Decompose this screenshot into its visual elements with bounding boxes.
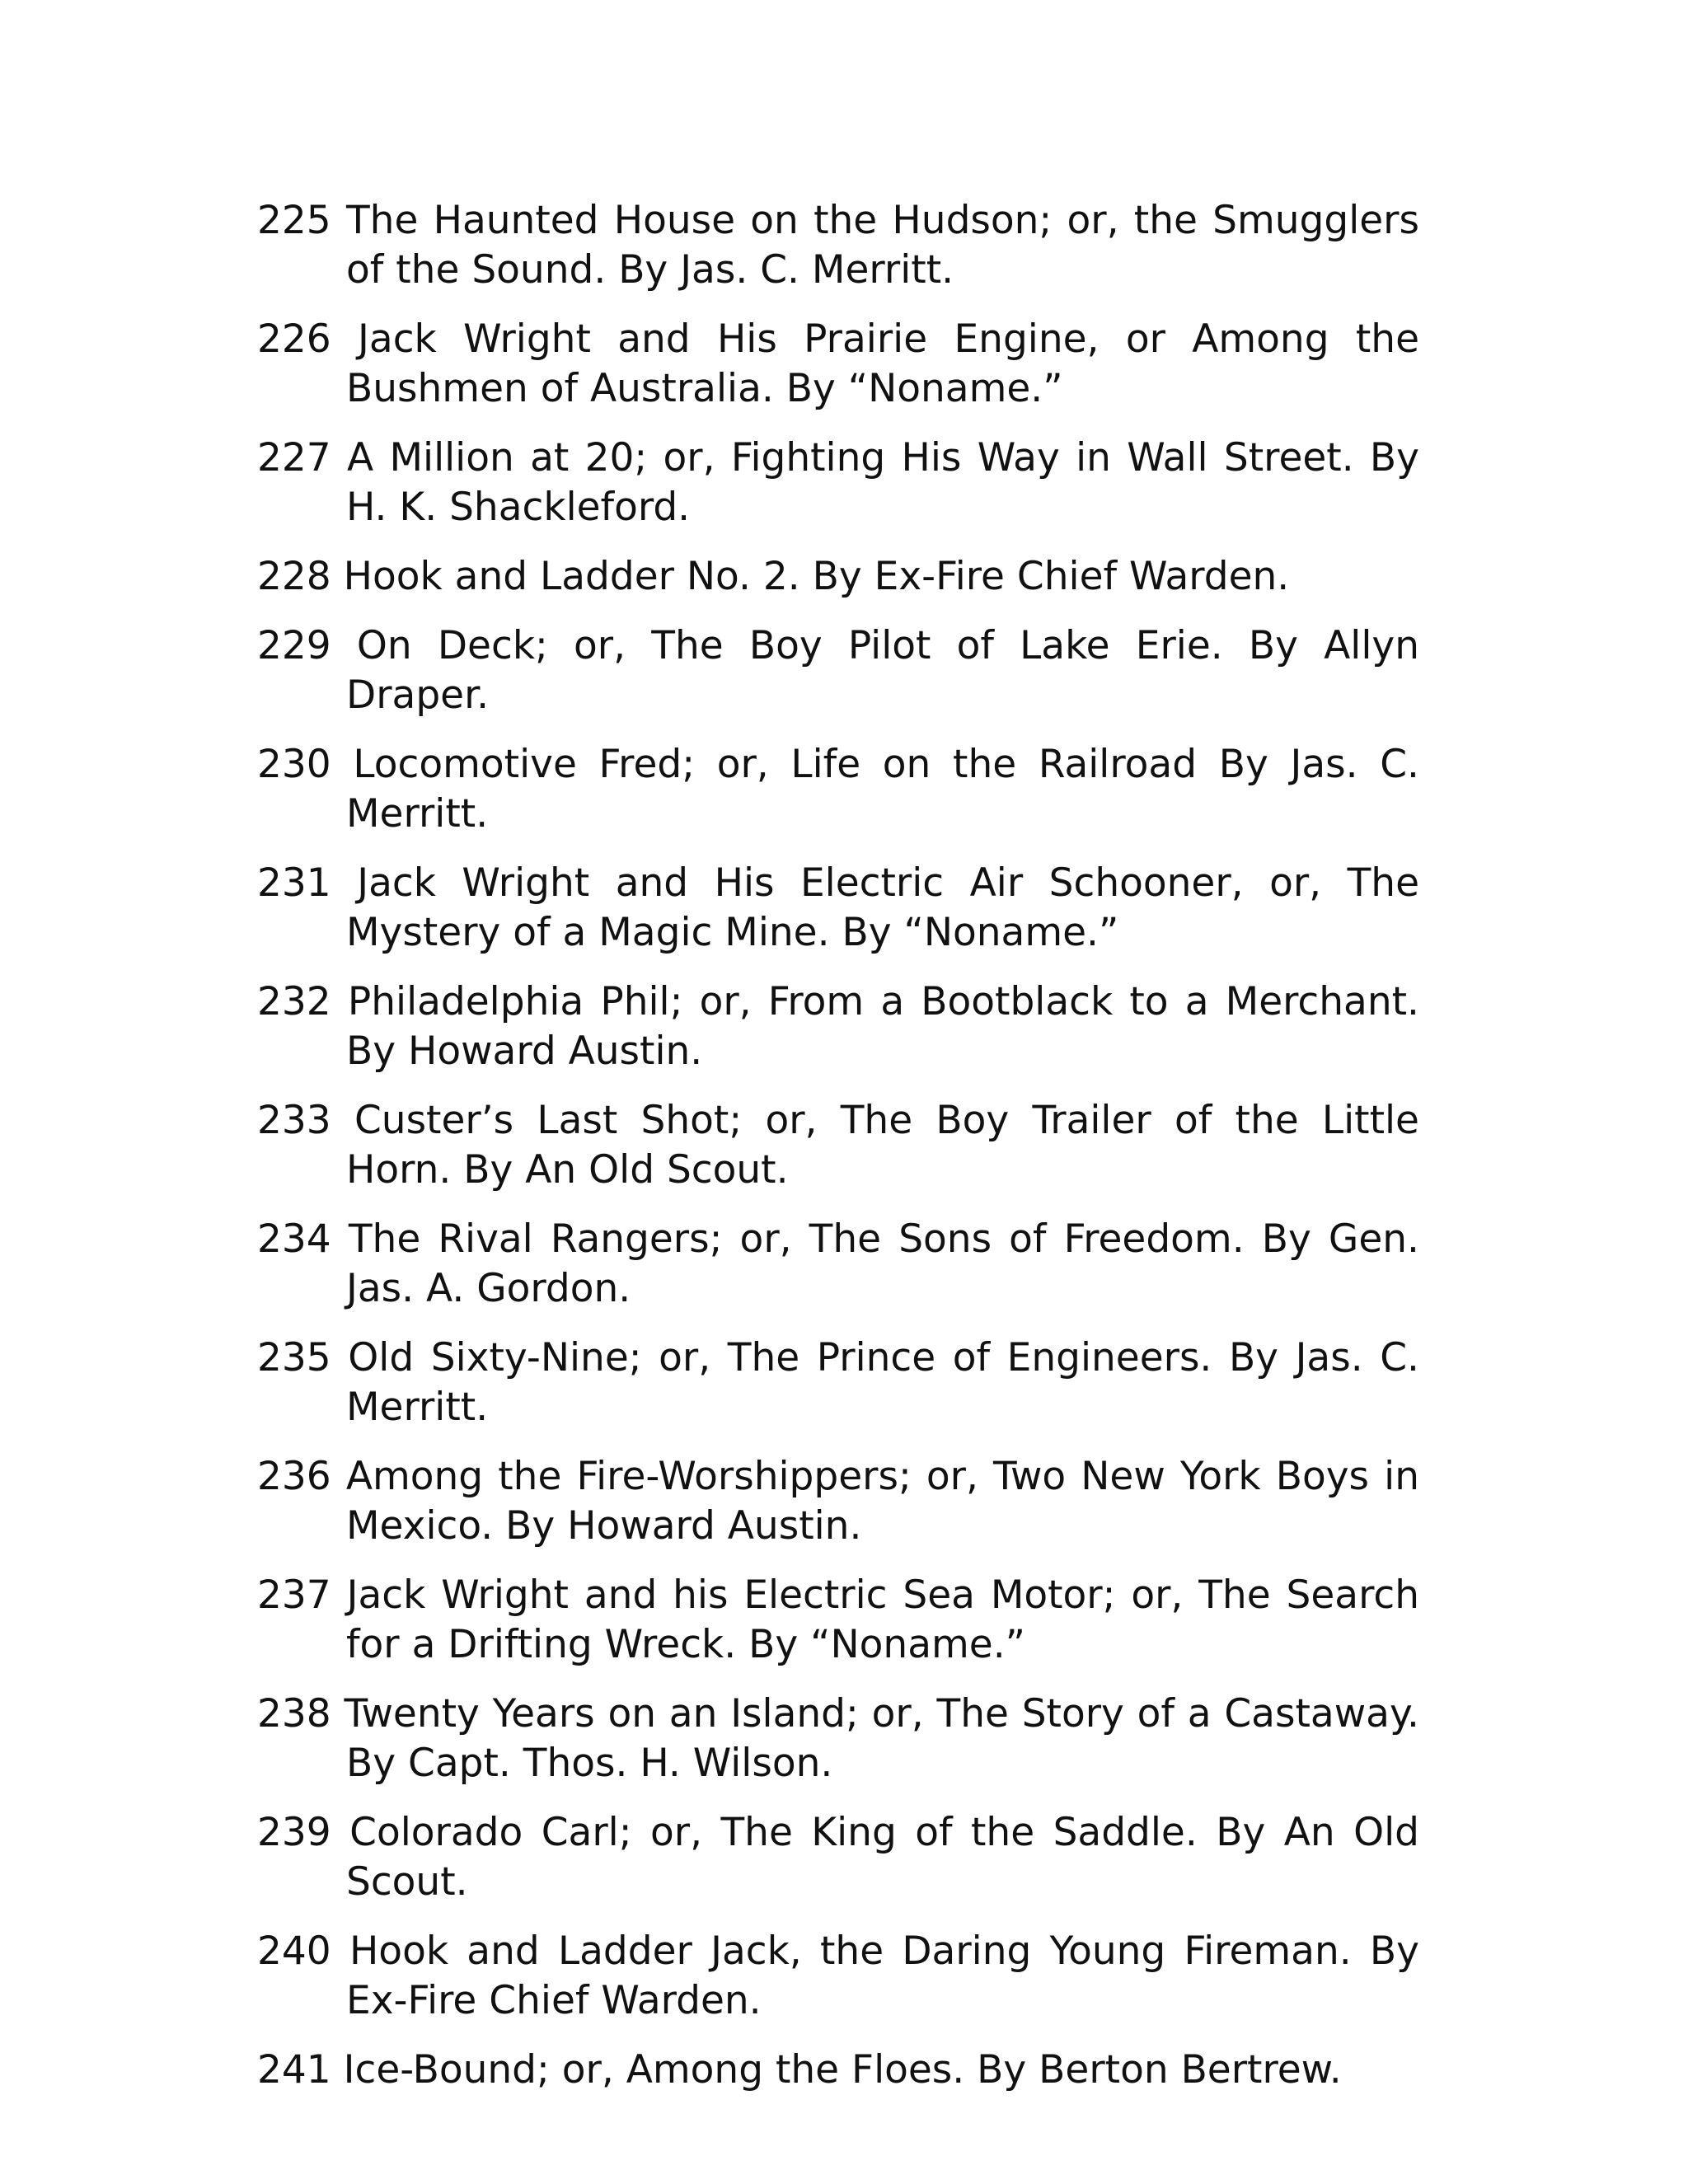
catalog-entry [257,1808,1419,1907]
entry-number: 237 [257,1572,331,1618]
entry-text: Twenty Years on an Island; or, The Story of a Castaway. By Capt. Thos. H. Wilson. [344,1691,1419,1786]
entry-number: 236 [257,1454,331,1499]
entry-number: 235 [257,1335,331,1380]
entry-text: Locomotive Fred; or, Life on the Railroad By Jas. C. Merritt. [346,742,1419,837]
entry-number: 225 [257,198,331,243]
entry-text: Philadelphia Phil; or, From a Bootblack to a Merchant. By Howard Austin. [346,979,1419,1074]
entry-text: Jack Wright and His Prairie Engine, or Among the Bushmen of Australia. By “Noname.” [346,316,1419,411]
entry-number: 228 [257,554,331,599]
entry-text: Colorado Carl; or, The King of the Saddle. By An Old Scout. [346,1810,1419,1905]
entry-text: Old Sixty-Nine; or, The Prince of Engineers. By Jas. C. Merritt. [346,1335,1419,1430]
entry-number: 240 [257,1929,331,1974]
catalog-entry [257,621,1419,720]
entry-number: 233 [257,1098,331,1143]
catalog-entry [257,977,1419,1076]
catalog-entry [257,434,1419,532]
entry-number: 230 [257,742,331,787]
catalog-entry [257,1452,1419,1551]
catalog-entry [257,1096,1419,1195]
catalog-entry [257,1333,1419,1432]
entry-number: 226 [257,316,331,362]
entry-text: Among the Fire-Worshippers; or, Two New York Boys in Mexico. By Howard Austin. [345,1454,1419,1549]
entry-number: 229 [257,623,331,668]
catalog-entry [257,1215,1419,1314]
catalog-entry [257,552,1419,602]
entry-number: 241 [257,2047,331,2093]
catalog-entry [257,1571,1419,1670]
entry-text: Hook and Ladder Jack, the Daring Young Fireman. By Ex-Fire Chief Warden. [346,1929,1419,2023]
entry-text: Ice-Bound; or, Among the Floes. By Berton Bertrew. [343,2047,1342,2093]
catalog-entry [257,2046,1419,2095]
entry-text: Hook and Ladder No. 2. By Ex-Fire Chief Warden. [343,554,1290,599]
entry-text: A Million at 20; or, Fighting His Way in Wall Street. By H. K. Shackleford. [346,435,1419,530]
entry-text: Jack Wright and his Electric Sea Motor; or, The Search for a Drifting Wreck. By “Noname.” [346,1572,1419,1667]
entry-number: 234 [257,1216,331,1262]
entry-number: 231 [257,860,331,906]
entry-number: 232 [257,979,331,1024]
entry-number: 239 [257,1810,331,1855]
catalog-entry [257,1927,1419,2026]
catalog-entry [257,740,1419,839]
catalog-entry [257,196,1419,295]
entry-text: On Deck; or, The Boy Pilot of Lake Erie. By Allyn Draper. [346,623,1419,718]
catalog-entry [257,859,1419,958]
entry-text: Custer’s Last Shot; or, The Boy Trailer of the Little Horn. By An Old Scout. [346,1098,1419,1193]
entry-text: The Rival Rangers; or, The Sons of Freedom. By Gen. Jas. A. Gordon. [346,1216,1419,1311]
catalog-entry-list [257,196,1419,2115]
entry-text: Jack Wright and His Electric Air Schooner, or, The Mystery of a Magic Mine. By “Noname.” [346,860,1419,955]
entry-number: 238 [257,1691,331,1736]
entry-number: 227 [257,435,331,480]
entry-text: The Haunted House on the Hudson; or, the Smugglers of the Sound. By Jas. C. Merritt. [345,198,1419,293]
catalog-entry [257,315,1419,414]
catalog-entry [257,1690,1419,1788]
